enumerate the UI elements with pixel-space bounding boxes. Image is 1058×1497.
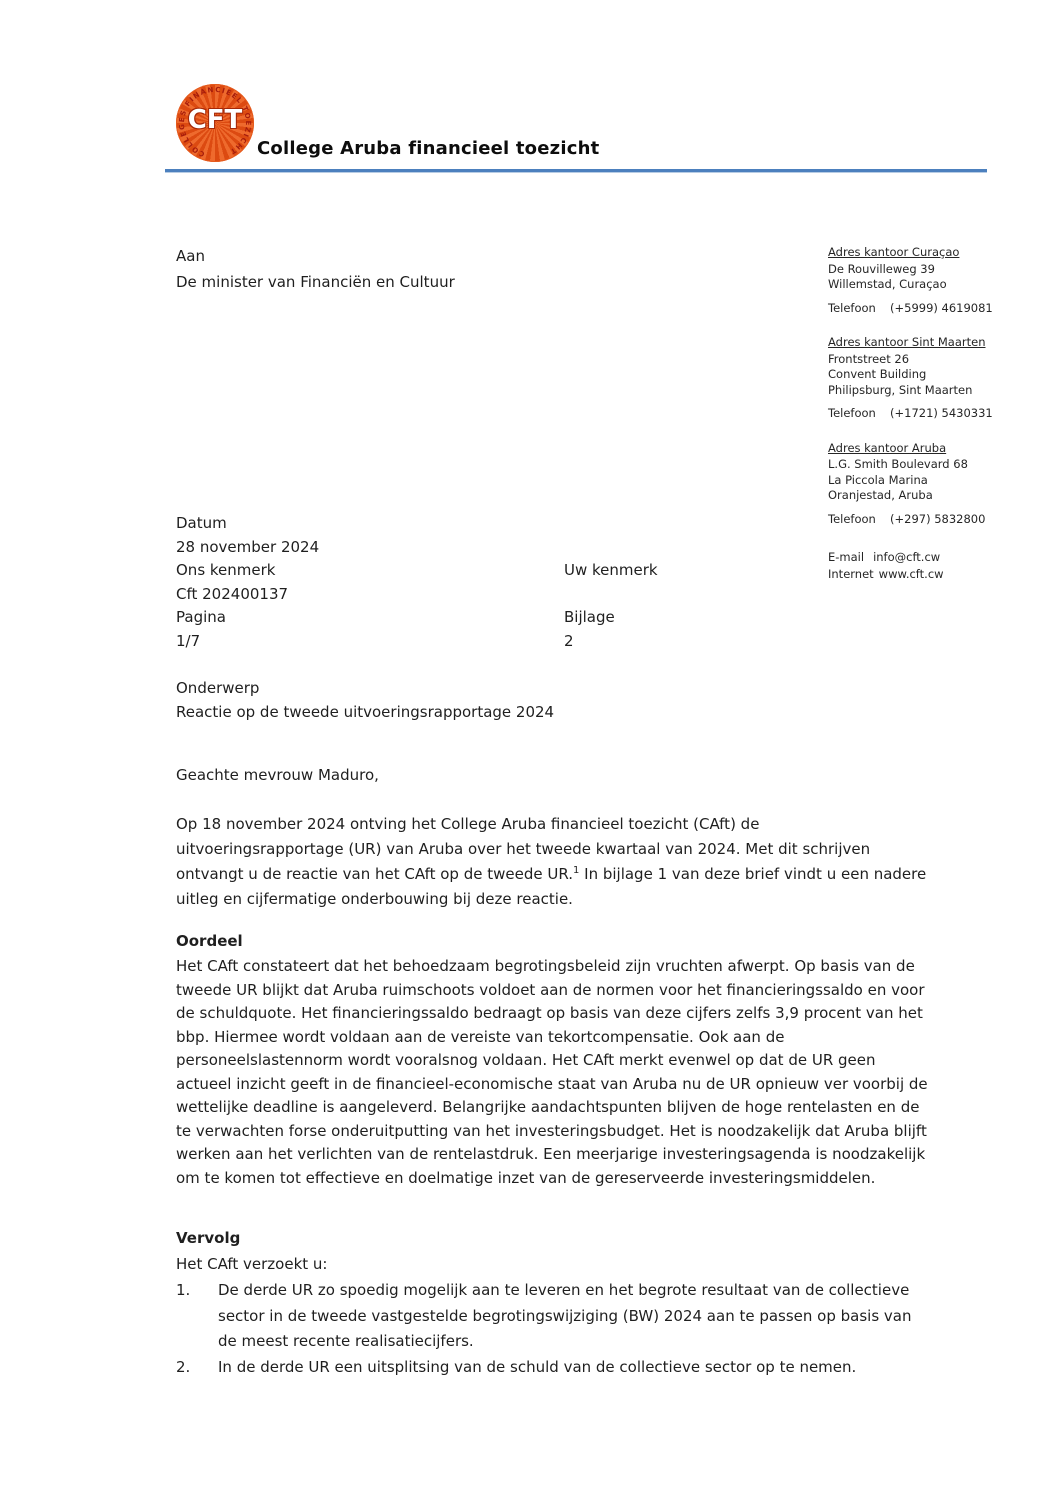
phone-number: (+5999) 4619081 xyxy=(890,300,993,315)
intro-paragraph xyxy=(176,812,928,912)
recipient-block xyxy=(176,243,455,295)
phone-label: Telefoon xyxy=(828,406,876,420)
office-sint-maarten-phone-row xyxy=(828,406,1008,422)
office-aruba-marina: La Piccola Marina xyxy=(828,472,928,487)
our-reference-value: Cft 202400137 xyxy=(176,584,289,603)
office-aruba-heading: Adres kantoor Aruba xyxy=(828,440,947,455)
list-item xyxy=(176,1278,928,1355)
subject-block xyxy=(176,676,554,724)
salutation: Geachte mevrouw Maduro, xyxy=(176,766,379,784)
attachment-value: 2 xyxy=(564,631,574,650)
office-sint-maarten-building: Convent Building xyxy=(828,367,927,381)
office-aruba-street: L.G. Smith Boulevard 68 xyxy=(828,457,968,471)
address-sidebar xyxy=(828,245,1008,583)
oordeel-paragraph: Het CAft constateert dat het behoedzaam begrotingsbeleid zijn vruchten afwerpt. Op basis van de tweede UR blijkt dat Aruba ruimschoots voldoet aan de normen voor het financieringssaldo en voor de schuldquote. Het financieringssaldo bedraagt op basis van deze cijfers zelfs 3,9 procent van het bbp. Hiermee wordt voldaan aan de vereiste van tekortcompensatie. Ook aan de personeelslastennorm wordt vooralsnog voldaan. Het CAft merkt evenwel op dat de UR geen actueel inzicht geeft in de financieel-economische staat van Aruba nu de UR opnieuw ver voorbij de wettelijke deadline is aangeleverd. Belangrijke aandachtspunten blijven de hoge rentelasten en de te verwachten forse onderuitputting van het investeringsbudget. Het is noodzakelijk dat Aruba blijft werken aan het verlichten van de rentelastdruk. Een meerjarige investeringsagenda is noodzakelijk om te komen tot effectieve en doelmatige inzet van de gereserveerde investeringsmiddelen. xyxy=(176,957,928,1187)
attachment-label: Bijlage xyxy=(564,608,615,626)
subject-label: Onderwerp xyxy=(176,679,260,697)
recipient-label: Aan xyxy=(176,247,205,265)
header-divider xyxy=(165,169,987,173)
request-list xyxy=(176,1278,928,1380)
internet-label: Internet xyxy=(828,567,874,581)
office-curacao-street: De Rouvilleweg 39 xyxy=(828,261,935,276)
list-item-text: In de derde UR een uitsplitsing van de schuld van de collectieve sector op te nemen. xyxy=(218,1357,857,1376)
page-label: Pagina xyxy=(176,608,226,626)
contact-block xyxy=(828,549,1008,583)
intro-text-after-footnote: In bijlage 1 van deze brief vindt u een nadere uitleg en cijfermatige onderbouwing bij deze reactie. xyxy=(176,865,927,908)
email-value: info@cft.cw xyxy=(873,550,941,564)
meta-right-column xyxy=(564,559,658,653)
date-value: 28 november 2024 xyxy=(176,537,320,556)
office-curacao-heading: Adres kantoor Curaçao xyxy=(828,245,960,259)
section-oordeel xyxy=(176,929,928,1190)
your-reference-label: Uw kenmerk xyxy=(564,561,658,579)
cft-logo-abbr: CFT xyxy=(187,105,243,135)
list-item-text: De derde UR zo spoedig mogelijk aan te leveren en het begrote resultaat van de collectieve sector in de tweede vastgestelde begrotingswijziging (BW) 2024 aan te passen op basis van de meest recente realisatiecijfers. xyxy=(218,1281,912,1350)
our-reference-label: Ons kenmerk xyxy=(176,561,276,579)
office-aruba-phone-row xyxy=(828,512,1008,528)
office-sint-maarten-street: Frontstreet 26 xyxy=(828,351,910,366)
office-sint-maarten-city: Philipsburg, Sint Maarten xyxy=(828,382,973,397)
intro-text-before-footnote: Op 18 november 2024 ontving het College Aruba financieel toezicht (CAft) de uitvoeringsrapportage (UR) van Aruba over het tweede kwartaal van 2024. Met dit schrijven ontvangt u de reactie van het CAft op de tweede UR. xyxy=(176,815,871,883)
list-item-number: 2. xyxy=(176,1357,191,1376)
date-label: Datum xyxy=(176,514,227,532)
list-item xyxy=(176,1355,928,1381)
footnote-reference: 1 xyxy=(573,865,580,876)
subject-text: Reactie op de tweede uitvoeringsrapportage 2024 xyxy=(176,703,555,721)
internet-row xyxy=(828,566,1008,583)
recipient-name: De minister van Financiën en Cultuur xyxy=(176,273,455,291)
office-curacao-phone-row xyxy=(828,301,1008,317)
office-curacao-city: Willemstad, Curaçao xyxy=(828,277,947,291)
page-value: 1/7 xyxy=(176,631,201,650)
phone-number: (+1721) 5430331 xyxy=(890,406,993,420)
office-sint-maarten xyxy=(828,335,1008,422)
meta-left-column xyxy=(176,512,319,653)
vervolg-intro: Het CAft verzoekt u: xyxy=(176,1255,328,1273)
section-vervolg xyxy=(176,1226,928,1380)
phone-label: Telefoon xyxy=(828,300,876,315)
office-curacao xyxy=(828,245,1008,316)
email-row xyxy=(828,549,1008,566)
email-label: E-mail xyxy=(828,550,865,564)
internet-value: www.cft.cw xyxy=(878,567,944,581)
office-sint-maarten-heading: Adres kantoor Sint Maarten xyxy=(828,335,986,349)
cft-logo-icon xyxy=(176,84,254,162)
phone-label: Telefoon xyxy=(828,511,876,526)
oordeel-heading: Oordeel xyxy=(176,932,243,950)
organization-title: College Aruba financieel toezicht xyxy=(257,138,600,159)
office-aruba-city: Oranjestad, Aruba xyxy=(828,488,933,502)
svg-text:COLLEGES FINANCIEEL TOEZICHT: COLLEGES FINANCIEEL TOEZICHT xyxy=(177,85,253,159)
list-item-number: 1. xyxy=(176,1281,191,1299)
vervolg-heading: Vervolg xyxy=(176,1229,241,1247)
your-reference-value xyxy=(564,583,658,607)
phone-number: (+297) 5832800 xyxy=(890,511,986,526)
office-aruba xyxy=(828,441,1008,528)
